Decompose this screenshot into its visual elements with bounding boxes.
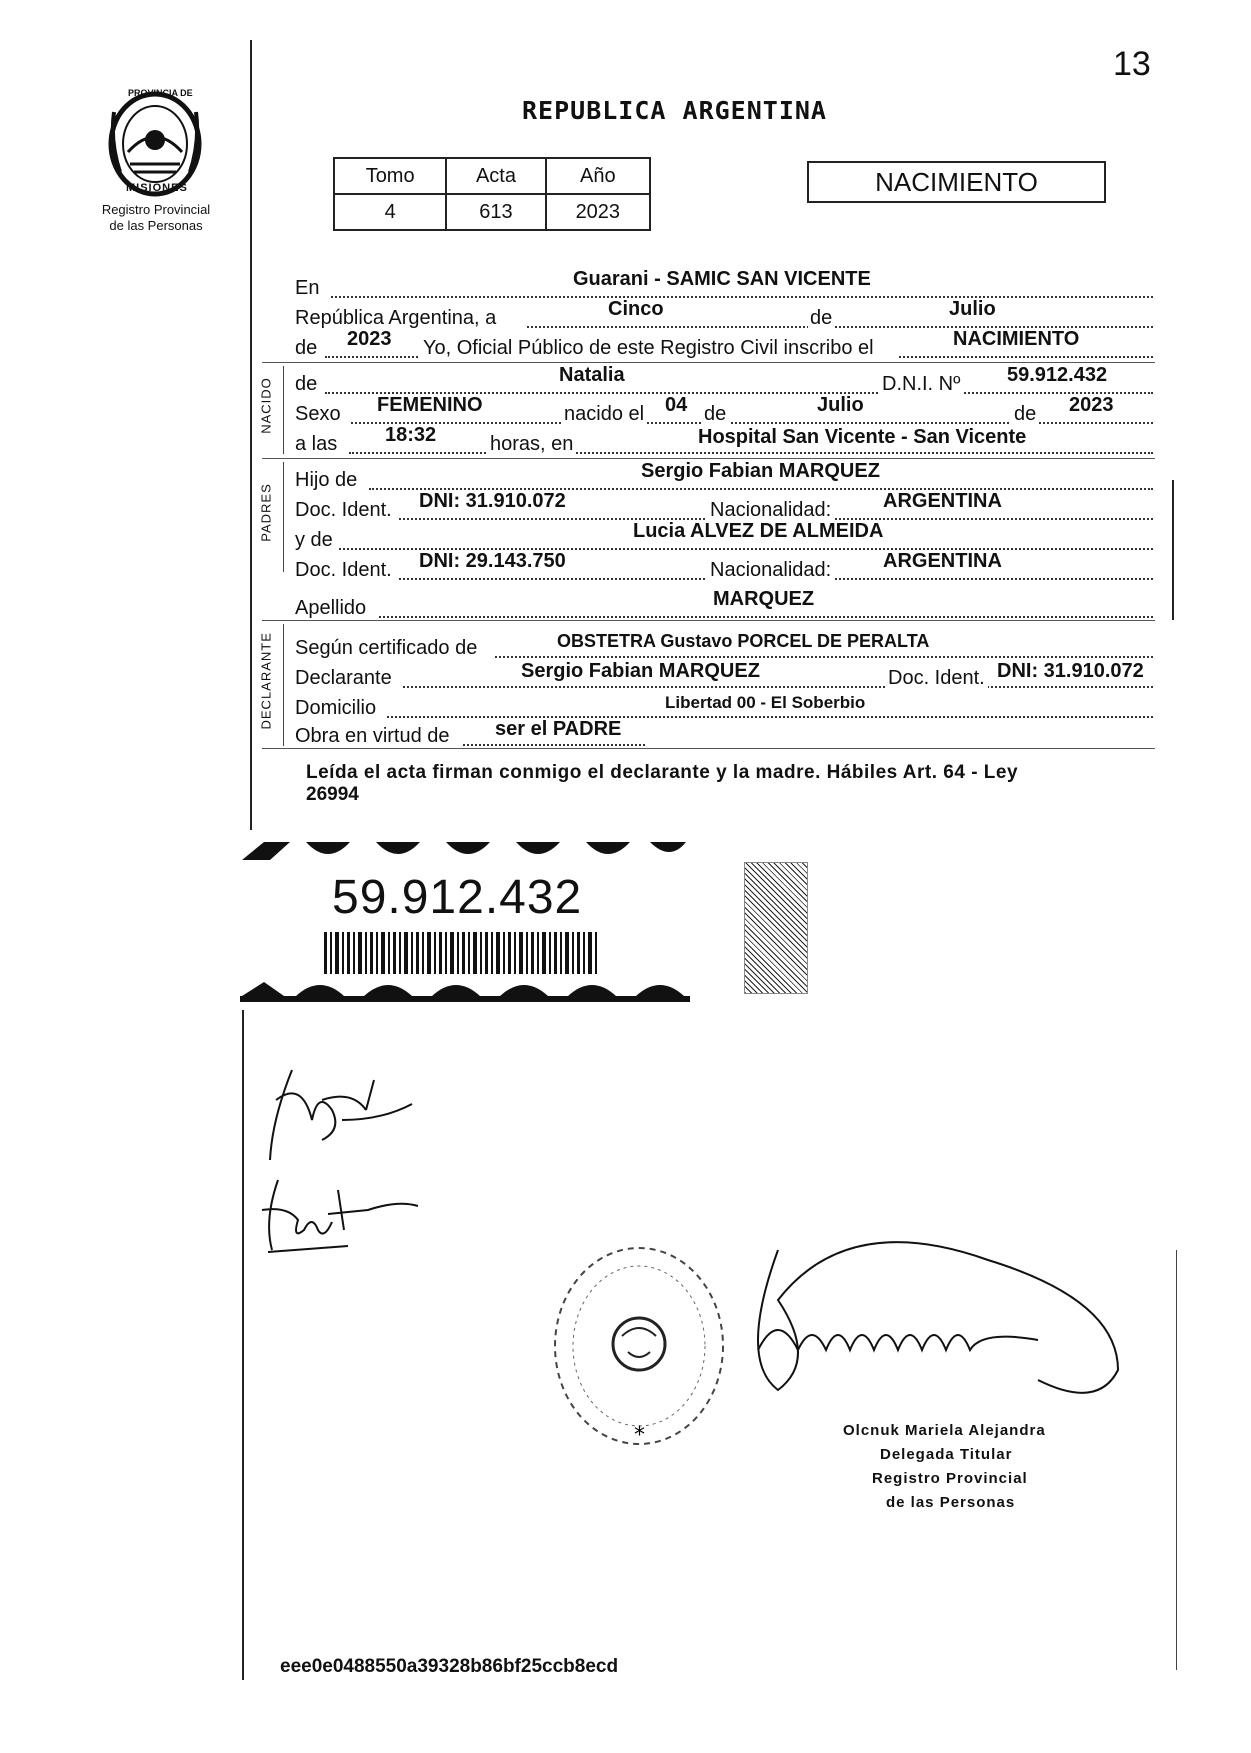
year-de-label: de <box>295 337 318 359</box>
closing-text-line-2: 26994 <box>306 784 359 805</box>
mother-nationality: ARGENTINA <box>883 550 1002 572</box>
seal-text-top: PROVINCIA DE <box>128 88 193 98</box>
nacido-label: nacido el <box>561 402 647 426</box>
mother-signature <box>258 1170 428 1260</box>
row-certificado <box>295 632 1155 662</box>
dotted-leader <box>325 356 433 358</box>
inscription-type: NACIMIENTO <box>953 328 1080 350</box>
domicilio-label: Domicilio <box>295 697 377 719</box>
declarant-signature <box>262 1060 422 1170</box>
dotted-leader <box>899 356 1153 358</box>
official-signature <box>738 1240 1128 1420</box>
document-hash: eee0e0488550a39328b86bf25ccb8ecd <box>280 1656 619 1677</box>
obra-label: Obra en virtud de <box>295 725 450 747</box>
section-divider <box>262 362 1155 363</box>
section-label-nacido: NACIDO <box>258 377 274 434</box>
record-type: NACIMIENTO <box>875 167 1038 197</box>
sexo-label: Sexo <box>295 403 341 425</box>
declarante-label: Declarante <box>295 667 392 689</box>
declarante-doc-label: Doc. Ident. <box>885 666 988 690</box>
date-de-label: de <box>810 307 833 329</box>
hologram-icon <box>744 862 808 994</box>
declarante-bracket <box>283 624 284 746</box>
page-title: REPUBLICA ARGENTINA <box>522 96 827 125</box>
birth-place: Hospital San Vicente - San Vicente <box>698 426 1027 448</box>
certificado-label: Según certificado de <box>295 637 478 659</box>
section-label-padres: PADRES <box>258 483 274 542</box>
dni-label: D.N.I. Nº <box>882 373 961 395</box>
id-sticker <box>240 832 690 1018</box>
year-text: Yo, Oficial Público de este Registro Civil inscribo el <box>419 336 878 360</box>
right-margin-line <box>1172 480 1174 620</box>
date-label: República Argentina, a <box>295 307 497 329</box>
value-anio: 2023 <box>546 194 650 230</box>
province-seal <box>100 82 210 200</box>
dotted-leader <box>349 452 1153 454</box>
row-domicilio <box>295 692 1155 722</box>
mother-doc: DNI: 29.143.750 <box>419 550 566 572</box>
header-acta: Acta <box>446 158 545 194</box>
date-day: Cinco <box>608 298 664 320</box>
year-value: 2023 <box>347 328 392 350</box>
row-madre-doc <box>295 550 1155 584</box>
official-name: Olcnuk Mariela Alejandra <box>843 1422 1046 1439</box>
declarante-name: Sergio Fabian MARQUEZ <box>521 660 760 682</box>
place-label: En <box>295 277 320 299</box>
child-name: Natalia <box>559 364 625 386</box>
hijo-label: Hijo de <box>295 469 358 491</box>
section-label-declarante: DECLARANTE <box>258 632 274 730</box>
father-name: Sergio Fabian MARQUEZ <box>641 460 880 482</box>
seal-text-bottom: MISIONES <box>126 182 188 194</box>
doc-label: Doc. Ident. <box>295 559 392 581</box>
doc-label: Doc. Ident. <box>295 499 392 521</box>
birth-de-label: de <box>701 402 729 426</box>
apellido-value: MARQUEZ <box>713 588 815 610</box>
declarante-doc: DNI: 31.910.072 <box>997 660 1144 682</box>
row-obra <box>295 720 1155 750</box>
father-doc: DNI: 31.910.072 <box>419 490 566 512</box>
nacido-bracket <box>283 366 284 454</box>
svg-text:*: * <box>634 1423 645 1448</box>
org-name-line-1: Registro Provincial <box>101 202 211 217</box>
birth-day: 04 <box>665 394 688 416</box>
birth-month: Julio <box>817 394 864 416</box>
birth-year: 2023 <box>1069 394 1114 416</box>
nacionalidad-label: Nacionalidad: <box>707 498 834 522</box>
org-name-line-2: de las Personas <box>109 218 203 233</box>
official-role: Delegada Titular <box>880 1446 1013 1463</box>
dotted-leader <box>331 296 1153 298</box>
margin-line-top <box>250 40 252 830</box>
page-number: 13 <box>1113 45 1151 83</box>
domicilio-value: Libertad 00 - El Soberbio <box>665 693 866 712</box>
dotted-leader <box>463 744 645 746</box>
obra-value: ser el PADRE <box>495 718 622 740</box>
nacionalidad-label: Nacionalidad: <box>707 558 834 582</box>
row-declarante <box>295 662 1155 692</box>
birth-time: 18:32 <box>385 424 437 446</box>
header-anio: Año <box>546 158 650 194</box>
horas-label: horas, en <box>487 432 576 456</box>
row-year <box>295 328 1155 362</box>
padres-bracket <box>283 462 284 572</box>
header-tomo: Tomo <box>334 158 446 194</box>
apellido-label: Apellido <box>295 597 367 619</box>
official-org-1: Registro Provincial <box>872 1470 1028 1487</box>
value-tomo: 4 <box>334 194 446 230</box>
record-type-box <box>807 161 1106 203</box>
row-apellido <box>295 588 1155 622</box>
id-number: 59.912.432 <box>332 871 583 924</box>
date-month: Julio <box>949 298 996 320</box>
yde-label: y de <box>295 529 333 551</box>
child-sexo: FEMENINO <box>377 394 483 416</box>
place-value: Guarani - SAMIC SAN VICENTE <box>573 268 871 290</box>
official-stamp <box>548 1240 730 1452</box>
section-divider <box>262 458 1155 459</box>
right-margin-line-2 <box>1176 1250 1177 1670</box>
dotted-leader <box>495 656 1153 658</box>
record-table <box>333 157 651 231</box>
official-org-2: de las Personas <box>886 1494 1016 1511</box>
child-dni: 59.912.432 <box>1007 364 1108 386</box>
row-nacido-hora <box>295 424 1155 458</box>
alas-label: a las <box>295 433 338 455</box>
dotted-leader <box>379 616 1153 618</box>
certificado-value: OBSTETRA Gustavo PORCEL DE PERALTA <box>557 631 930 651</box>
father-nationality: ARGENTINA <box>883 490 1002 512</box>
dotted-leader <box>403 686 1153 688</box>
margin-line-bottom <box>242 1010 244 1680</box>
name-de-label: de <box>295 373 318 395</box>
mother-name: Lucia ALVEZ DE ALMEIDA <box>633 520 884 542</box>
closing-text: Leída el acta firman conmigo el declarante y la madre. Hábiles Art. 64 - Ley <box>306 762 1019 783</box>
row-place <box>295 268 1155 302</box>
value-acta: 613 <box>446 194 545 230</box>
birth-de-label-2: de <box>1011 402 1039 426</box>
